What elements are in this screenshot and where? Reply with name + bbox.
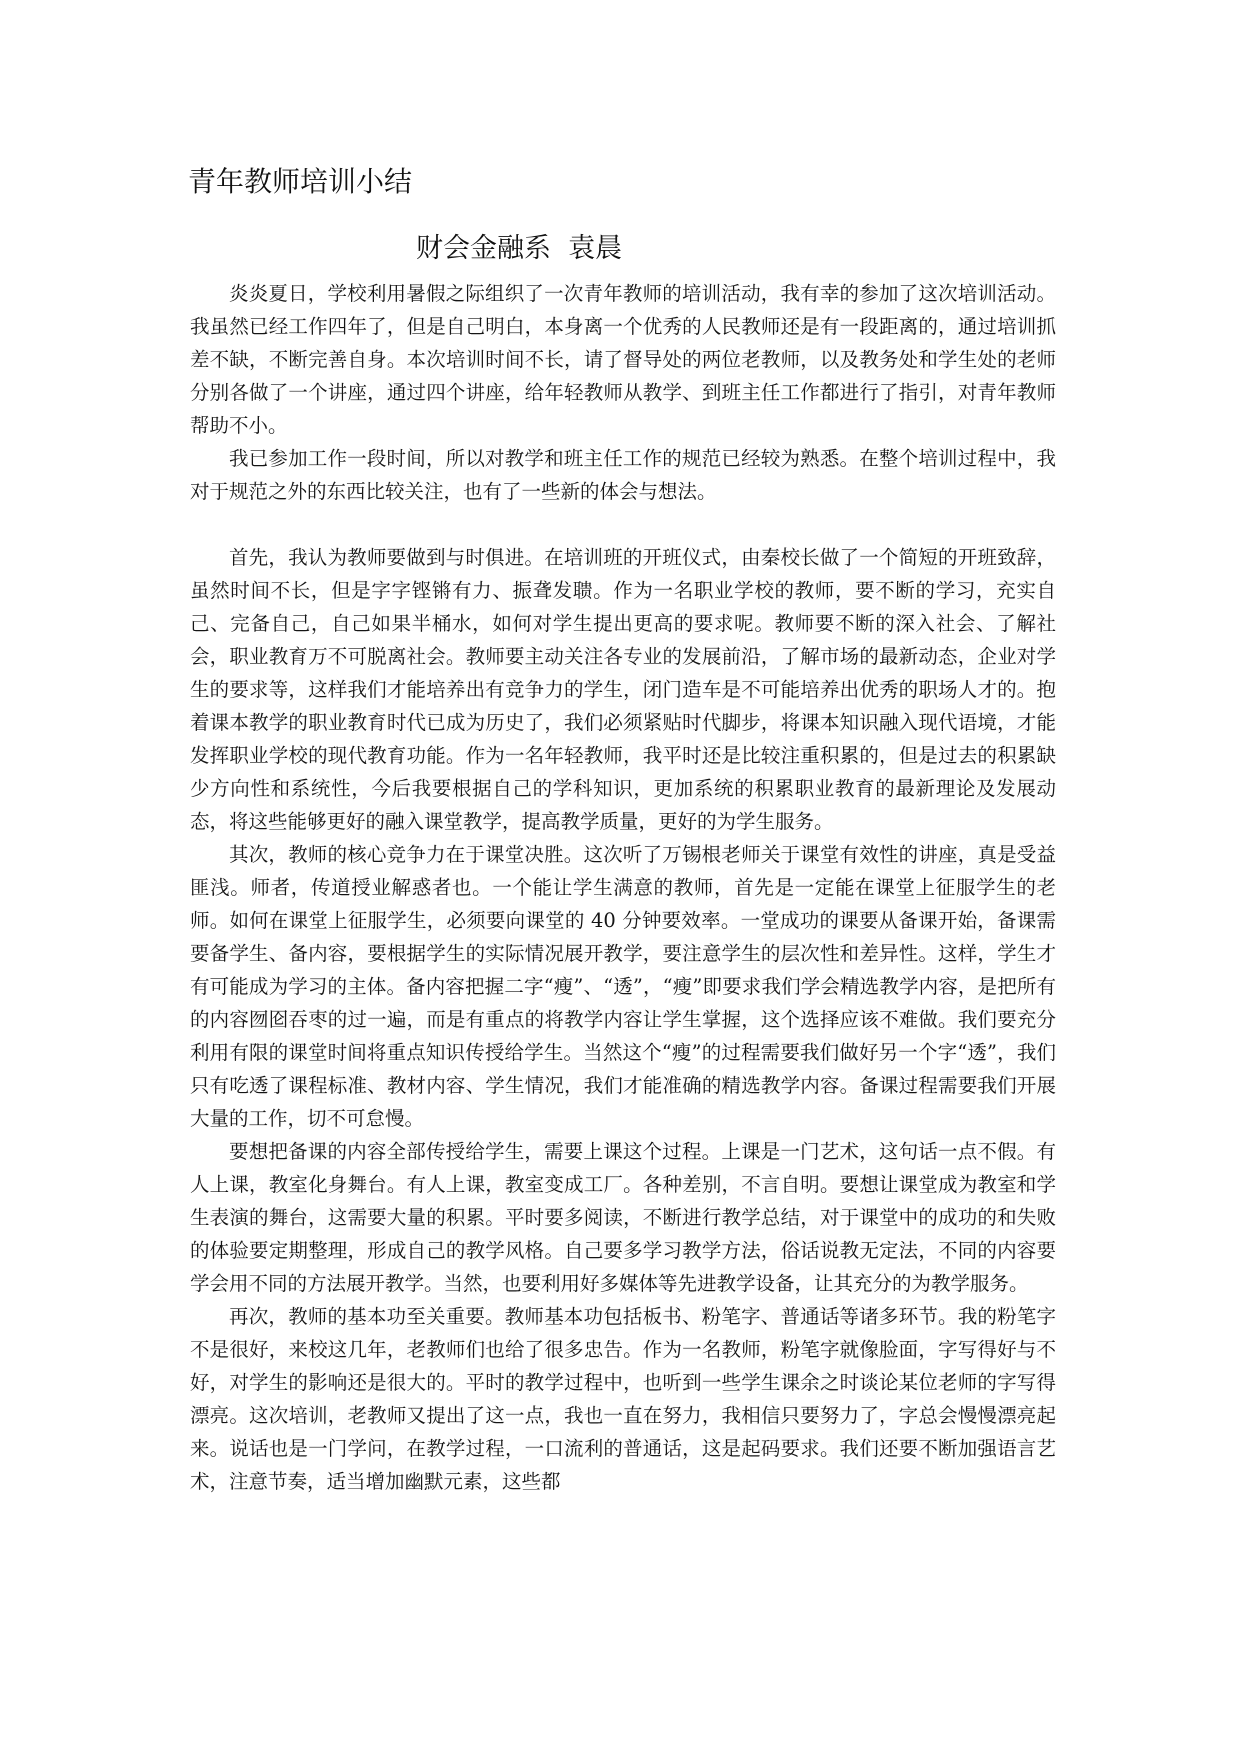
author-line: 财会金融系 袁晨 <box>416 233 623 264</box>
paragraph-background: 我已参加工作一段时间，所以对教学和班主任工作的规范已经较为熟悉。在整个培训过程中，我对于规范之外的东西比较关注，也有了一些新的体会与想法。 <box>190 447 1056 503</box>
paragraph-third-point: 再次，教师的基本功至关重要。教师基本功包括板书、粉笔字、普通话等诸多环节。我的粉笔字不是很好，来校这几年，老教师们也给了很多忠告。作为一名教师，粉笔字就像脸面，字写得好与不好，对学生的影响还是很大的。平时的教学过程中，也听到一些学生课余之时谈论某位老师的字写得漂亮。这次培训，老教师又提出了这一点，我也一直在努力，我相信只要努力了，字总会慢慢漂亮起来。说话也是一门学问，在教学过程，一口流利的普通话，这是起码要求。我们还要不断加强语言艺术，注意节奏，适当增加幽默元素，这些都 <box>190 1305 1056 1493</box>
document-body <box>190 277 1056 1498</box>
paragraph-teaching: 要想把备课的内容全部传授给学生，需要上课这个过程。上课是一门艺术，这句话一点不假。有人上课，教室化身舞台。有人上课，教室变成工厂。各种差别，不言自明。要想让课堂成为教室和学生表演的舞台，这需要大量的积累。平时要多阅读，不断进行教学总结，对于课堂中的成功的和失败的体验要定期整理，形成自己的教学风格。自己要多学习教学方法，俗话说教无定法，不同的内容要学会用不同的方法展开教学。当然，也要利用好多媒体等先进教学设备，让其充分的为教学服务。 <box>190 1140 1056 1295</box>
paragraph-intro: 炎炎夏日，学校利用暑假之际组织了一次青年教师的培训活动，我有幸的参加了这次培训活动。我虽然已经工作四年了，但是自己明白，本身离一个优秀的人民教师还是有一段距离的，通过培训抓差不缺，不断完善自身。本次培训时间不长，请了督导处的两位老教师，以及教务处和学生处的老师分别各做了一个讲座，通过四个讲座，给年轻教师从教学、到班主任工作都进行了指引，对青年教师帮助不小。 <box>190 282 1056 437</box>
paragraph-second-point: 其次，教师的核心竞争力在于课堂决胜。这次听了万锡根老师关于课堂有效性的讲座，真是受益匪浅。师者，传道授业解惑者也。一个能让学生满意的教师，首先是一定能在课堂上征服学生的老师。如何在课堂上征服学生，必须要向课堂的 40 分钟要效率。一堂成功的课要从备课开始，备课需要备学生、备内容，要根据学生的实际情况展开教学，要注意学生的层次性和差异性。这样，学生才有可能成为学习的主体。备内容把握二字“瘦”、“透”，“瘦”即要求我们学会精选教学内容，是把所有的内容囫囵吞枣的过一遍，而是有重点的将教学内容让学生掌握，这个选择应该不难做。我们要充分利用有限的课堂时间将重点知识传授给学生。当然这个“瘦”的过程需要我们做好另一个字“透”，我们只有吃透了课程标准、教材内容、学生情况，我们才能准确的精选教学内容。备课过程需要我们开展大量的工作，切不可怠慢。 <box>190 843 1056 1130</box>
document-title: 青年教师培训小结 <box>188 165 413 198</box>
paragraph-first-point: 首先，我认为教师要做到与时俱进。在培训班的开班仪式，由秦校长做了一个简短的开班致辞，虽然时间不长，但是字字铿锵有力、振聋发聩。作为一名职业学校的教师，要不断的学习，充实自己、完备自己，自己如果半桶水，如何对学生提出更高的要求呢。教师要不断的深入社会、了解社会，职业教育万不可脱离社会。教师要主动关注各专业的发展前沿，了解市场的最新动态，企业对学生的要求等，这样我们才能培养出有竞争力的学生，闭门造车是不可能培养出优秀的职场人才的。抱着课本教学的职业教育时代已成为历史了，我们必须紧贴时代脚步，将课本知识融入现代语境，才能发挥职业学校的现代教育功能。作为一名年轻教师，我平时还是比较注重积累的，但是过去的积累缺少方向性和系统性，今后我要根据自己的学科知识，更加系统的积累职业教育的最新理论及发展动态，将这些能够更好的融入课堂教学，提高教学质量，更好的为学生服务。 <box>190 546 1056 833</box>
